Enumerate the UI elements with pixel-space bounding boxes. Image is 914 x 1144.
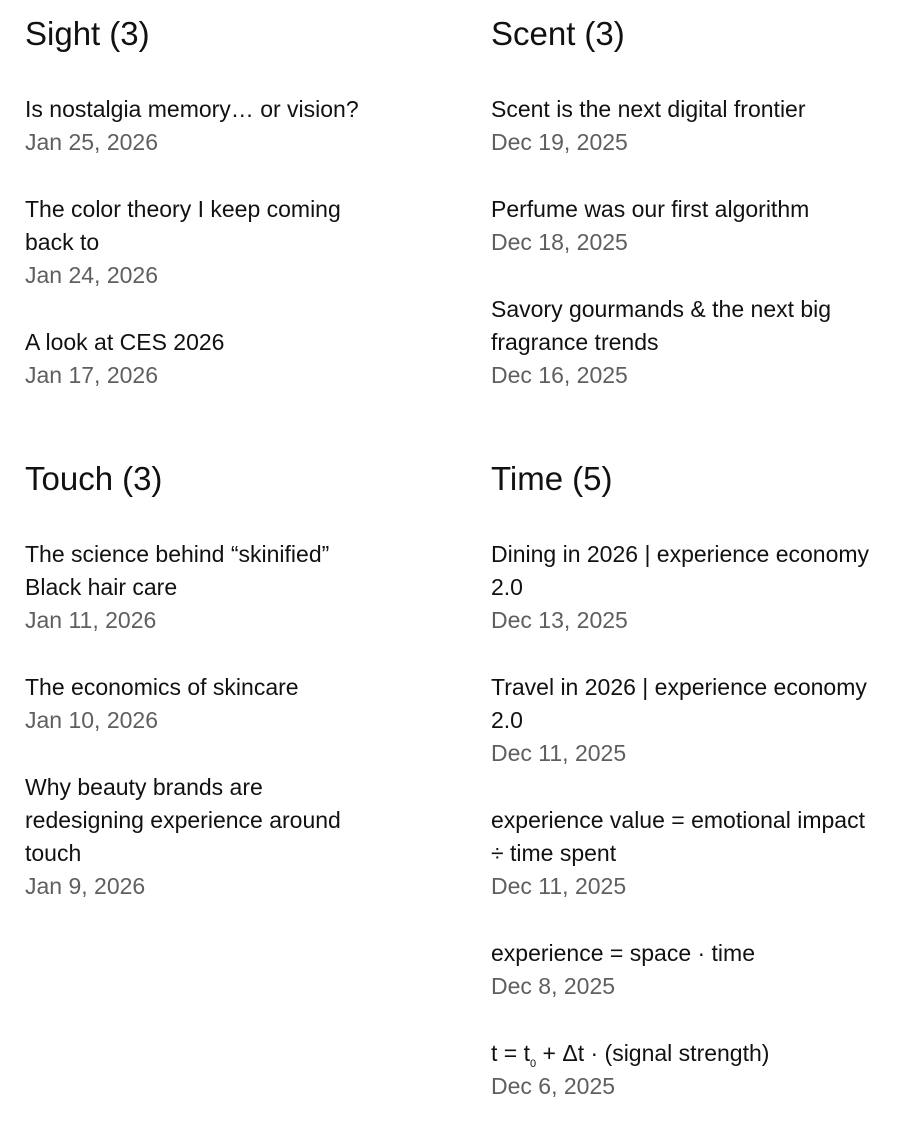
post-list <box>491 93 871 392</box>
post-date: Dec 19, 2025 <box>491 129 628 155</box>
post-item <box>491 93 871 159</box>
post-title-link[interactable] <box>491 1037 871 1070</box>
post-title-link[interactable]: A look at CES 2026 <box>25 329 225 355</box>
category-name: Sight <box>25 15 101 52</box>
category-count: ( 3 ) <box>584 14 624 54</box>
post-title-link[interactable]: The color theory I keep coming back to <box>25 196 341 255</box>
post-title-link[interactable]: Dining in 2026 | experience economy 2.0 <box>491 541 870 600</box>
post-date: Dec 18, 2025 <box>491 229 628 255</box>
category-time <box>491 459 871 1137</box>
category-count: ( 3 ) <box>109 14 149 54</box>
post-item <box>25 93 385 159</box>
post-title-link[interactable]: The science behind “skinified” Black hair care <box>25 541 330 600</box>
formula-suffix: + Δt · (signal strength) <box>536 1040 770 1066</box>
post-date: Jan 9, 2026 <box>25 873 146 899</box>
post-title-link[interactable]: Why beauty brands are redesigning experience around touch <box>25 774 341 866</box>
category-heading <box>25 14 385 54</box>
post-list <box>25 538 385 903</box>
post-item <box>491 671 871 770</box>
post-list <box>25 93 385 392</box>
category-heading <box>491 459 871 499</box>
post-item <box>25 771 385 903</box>
post-title-link[interactable]: Travel in 2026 | experience economy 2.0 <box>491 674 867 733</box>
post-item <box>25 326 385 392</box>
category-count: ( 3 ) <box>122 459 162 499</box>
post-title-link[interactable]: The economics of skincare <box>25 674 299 700</box>
post-date: Jan 10, 2026 <box>25 707 159 733</box>
post-item <box>491 293 871 392</box>
post-item <box>491 804 871 903</box>
post-date: Jan 11, 2026 <box>25 607 157 633</box>
post-title-link[interactable]: Is nostalgia memory… or vision? <box>25 96 359 122</box>
post-date: Dec 8, 2025 <box>491 973 616 999</box>
post-date: Dec 13, 2025 <box>491 607 628 633</box>
post-title-link[interactable]: Savory gourmands & the next big fragrance trends <box>491 296 832 355</box>
formula-subscript: 0 <box>530 1058 537 1070</box>
post-list <box>491 538 871 1103</box>
post-item <box>25 671 385 737</box>
post-title-link[interactable]: Scent is the next digital frontier <box>491 96 806 122</box>
category-touch <box>25 459 385 937</box>
category-name: Scent <box>491 15 576 52</box>
post-date: Dec 16, 2025 <box>491 362 628 388</box>
category-heading <box>491 14 871 54</box>
post-item <box>491 538 871 637</box>
post-date: Jan 25, 2026 <box>25 129 159 155</box>
post-title-link[interactable]: experience = space · time <box>491 940 755 966</box>
post-item <box>491 1037 871 1103</box>
category-name: Time <box>491 460 564 497</box>
category-heading <box>25 459 385 499</box>
post-date: Dec 11, 2025 <box>491 740 627 766</box>
category-sight <box>25 14 385 426</box>
post-date: Dec 11, 2025 <box>491 873 627 899</box>
post-title-link[interactable]: Perfume was our first algorithm <box>491 196 810 222</box>
category-count: ( 5 ) <box>572 459 612 499</box>
post-item <box>491 193 871 259</box>
post-date: Dec 6, 2025 <box>491 1073 616 1099</box>
category-name: Touch <box>25 460 114 497</box>
post-date: Jan 17, 2026 <box>25 362 159 388</box>
post-item <box>25 538 385 637</box>
category-scent <box>491 14 871 426</box>
post-item <box>491 937 871 1003</box>
post-title-link[interactable]: experience value = emotional impact ÷ time spent <box>491 807 865 866</box>
post-date: Jan 24, 2026 <box>25 262 159 288</box>
formula-prefix: t = t <box>491 1040 530 1066</box>
post-item <box>25 193 385 292</box>
